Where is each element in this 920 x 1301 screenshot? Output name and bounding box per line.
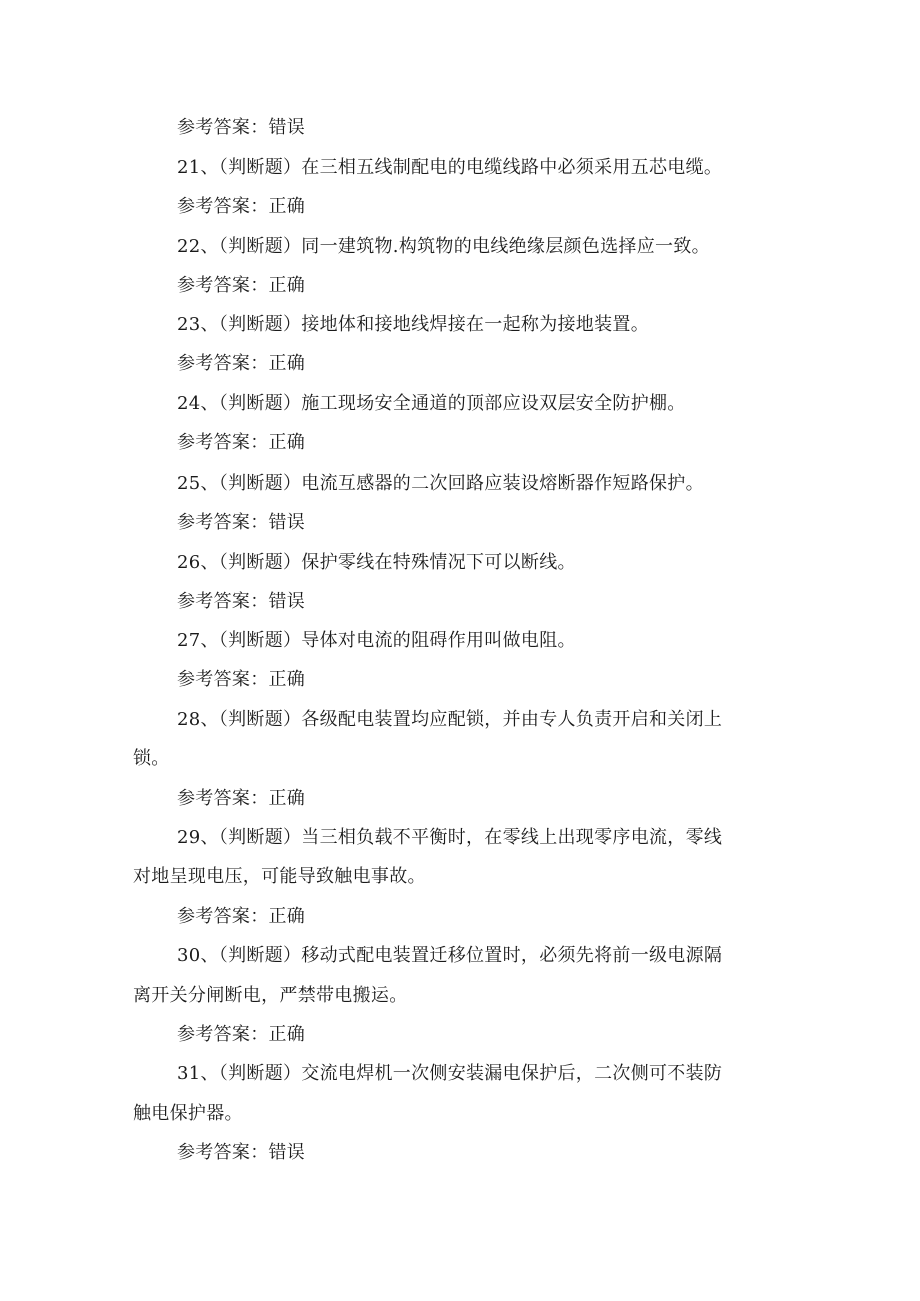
- question-30-line2: 离开关分闸断电，严禁带电搬运。: [133, 985, 408, 1006]
- question-27: 27、（判断题）导体对电流的阻碍作用叫做电阻。: [177, 630, 576, 651]
- question-24: 24、（判断题）施工现场安全通道的顶部应设双层安全防护棚。: [177, 393, 686, 414]
- answer-line: 参考答案：正确: [177, 906, 306, 927]
- answer-line: 参考答案：错误: [177, 1142, 306, 1163]
- question-21: 21、（判断题）在三相五线制配电的电缆线路中必须采用五芯电缆。: [177, 157, 723, 178]
- question-22: 22、（判断题）同一建筑物.构筑物的电线绝缘层颜色选择应一致。: [177, 236, 710, 257]
- answer-line: 参考答案：正确: [177, 196, 306, 217]
- question-29-line1: 29、（判断题）当三相负载不平衡时，在零线上出现零序电流，零线: [177, 827, 723, 848]
- question-31-line1: 31、（判断题）交流电焊机一次侧安装漏电保护后，二次侧可不装防: [177, 1063, 723, 1084]
- question-28-line2: 锁。: [133, 748, 170, 769]
- question-31-line2: 触电保护器。: [133, 1103, 243, 1124]
- answer-line: 参考答案：正确: [177, 353, 306, 374]
- answer-line: 参考答案：正确: [177, 788, 306, 809]
- answer-line: 参考答案：错误: [177, 117, 306, 138]
- answer-line: 参考答案：错误: [177, 512, 306, 533]
- answer-line: 参考答案：正确: [177, 1024, 306, 1045]
- question-30-line1: 30、（判断题）移动式配电装置迁移位置时，必须先将前一级电源隔: [177, 945, 723, 966]
- question-23: 23、（判断题）接地体和接地线焊接在一起称为接地装置。: [177, 314, 650, 335]
- question-29-line2: 对地呈现电压，可能导致触电事故。: [133, 866, 426, 887]
- answer-line: 参考答案：错误: [177, 591, 306, 612]
- answer-line: 参考答案：正确: [177, 432, 306, 453]
- answer-line: 参考答案：正确: [177, 275, 306, 296]
- question-25: 25、（判断题）电流互感器的二次回路应装设熔断器作短路保护。: [177, 473, 704, 494]
- question-26: 26、（判断题）保护零线在特殊情况下可以断线。: [177, 552, 576, 573]
- answer-line: 参考答案：正确: [177, 669, 306, 690]
- question-28-line1: 28、（判断题）各级配电装置均应配锁，并由专人负责开启和关闭上: [177, 709, 723, 730]
